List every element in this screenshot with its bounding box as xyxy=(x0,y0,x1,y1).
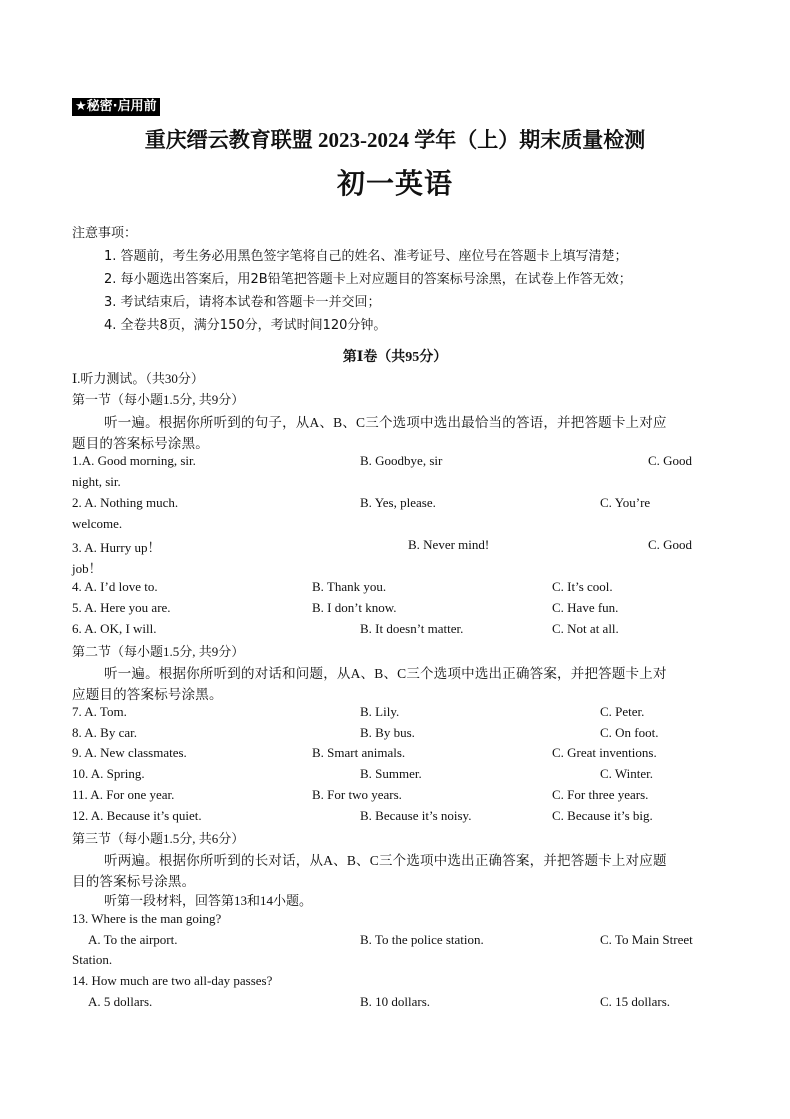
q8-option-c: C. On foot. xyxy=(600,725,659,740)
note-item: 4. 全卷共8页，满分150分，考试时间120分钟。 xyxy=(104,318,387,333)
note-item: 1. 答题前，考生务必用黑色签字笔将自己的姓名、准考证号、座位号在答题卡上填写清楚； xyxy=(104,249,628,264)
section-instruction: 听一遍。根据你所听到的对话和问题，从A、B、C三个选项中选出正确答案，并把答题卡上对 xyxy=(104,666,667,681)
q2-option-c: C. You’re xyxy=(600,495,651,510)
q14-option-b: B. 10 dollars. xyxy=(360,994,431,1009)
q14-option-c: C. 15 dollars. xyxy=(600,994,671,1009)
section-title: 第一节（每小题1.5分, 共9分） xyxy=(72,392,245,407)
q14-stem: 14. How much are two all-day passes? xyxy=(72,973,273,988)
part-title: Ⅰ.听力测试。（共30分） xyxy=(72,371,204,386)
q10-option-a: 10. A. Spring. xyxy=(72,766,145,781)
q11-option-a: 11. A. For one year. xyxy=(72,787,175,802)
q12-option-a: 12. A. Because it’s quiet. xyxy=(72,808,202,823)
q13-option-b: B. To the police station. xyxy=(360,932,484,947)
section-instruction: 题目的答案标号涂黑。 xyxy=(72,436,209,451)
section-title: 第三节（每小题1.5分, 共6分） xyxy=(72,831,245,846)
q9-option-b: B. Smart animals. xyxy=(312,745,406,760)
section-title: 第二节（每小题1.5分, 共9分） xyxy=(72,644,245,659)
q1-option-a: 1.A. Good morning, sir. xyxy=(72,453,196,468)
q8-option-a: 8. A. By car. xyxy=(72,725,137,740)
q7-option-b: B. Lily. xyxy=(360,704,400,719)
q3-option-a: 3. A. Hurry up！ xyxy=(72,540,161,555)
q13-option-a: A. To the airport. xyxy=(88,932,178,947)
q13-stem: 13. Where is the man going? xyxy=(72,911,222,926)
q6-option-b: B. It doesn’t matter. xyxy=(360,621,464,636)
q4-option-a: 4. A. I’d love to. xyxy=(72,579,158,594)
q13-option-c: C. To Main Street xyxy=(600,932,693,947)
q14-option-a: A. 5 dollars. xyxy=(88,994,153,1009)
q6-option-a: 6. A. OK, I will. xyxy=(72,621,157,636)
q2-option-c-wrap: welcome. xyxy=(72,516,123,531)
q7-option-a: 7. A. Tom. xyxy=(72,704,127,719)
q4-option-c: C. It’s cool. xyxy=(552,579,613,594)
note-item: 2. 每小题选出答案后，用2B铅笔把答题卡上对应题目的答案标号涂黑，在试卷上作答无效； xyxy=(104,272,632,287)
q5-option-c: C. Have fun. xyxy=(552,600,619,615)
q2-option-a: 2. A. Nothing much. xyxy=(72,495,179,510)
subject-title: 初一英语 xyxy=(336,169,453,200)
notes-heading: 注意事项： xyxy=(72,226,138,241)
section-instruction: 听两遍。根据你所听到的长对话，从A、B、C三个选项中选出正确答案，并把答题卡上对应题 xyxy=(104,853,667,868)
q6-option-c: C. Not at all. xyxy=(552,621,619,636)
q7-option-c: C. Peter. xyxy=(600,704,645,719)
q4-option-b: B. Thank you. xyxy=(312,579,387,594)
section-instruction: 目的答案标号涂黑。 xyxy=(72,874,196,889)
q12-option-b: B. Because it’s noisy. xyxy=(360,808,472,823)
q1-option-c: C. Good xyxy=(648,453,693,468)
q1-option-b: B. Goodbye, sir xyxy=(360,453,443,468)
section-instruction: 听一遍。根据你所听到的句子，从A、B、C三个选项中选出最恰当的答语，并把答题卡上对应 xyxy=(104,415,667,430)
exam-title: 重庆缙云教育联盟 2023-2024 学年（上）期末质量检测 xyxy=(144,128,646,152)
q11-option-b: B. For two years. xyxy=(312,787,402,802)
q2-option-b: B. Yes, please. xyxy=(360,495,436,510)
q1-option-c-wrap: night, sir. xyxy=(72,474,121,489)
q9-option-c: C. Great inventions. xyxy=(552,745,657,760)
q3-option-c: C. Good xyxy=(648,537,693,552)
q11-option-c: C. For three years. xyxy=(552,787,649,802)
q9-option-a: 9. A. New classmates. xyxy=(72,745,187,760)
q3-option-c-wrap: job！ xyxy=(72,561,102,576)
note-item: 3. 考试结束后，请将本试卷和答题卡一并交回； xyxy=(104,295,381,310)
q3-option-b: B. Never mind! xyxy=(408,537,490,552)
confidential-label: ★秘密·启用前 xyxy=(72,98,160,116)
q10-option-c: C. Winter. xyxy=(600,766,654,781)
q8-option-b: B. By bus. xyxy=(360,725,415,740)
volume-title: 第Ⅰ卷（共95分） xyxy=(342,350,448,365)
section-instruction: 应题目的答案标号涂黑。 xyxy=(72,687,223,702)
material-note: 听第一段材料，回答第13和14小题。 xyxy=(104,893,313,908)
q10-option-b: B. Summer. xyxy=(360,766,422,781)
q12-option-c: C. Because it’s big. xyxy=(552,808,653,823)
q5-option-a: 5. A. Here you are. xyxy=(72,600,171,615)
q5-option-b: B. I don’t know. xyxy=(312,600,397,615)
q13-option-c-wrap: Station. xyxy=(72,952,113,967)
